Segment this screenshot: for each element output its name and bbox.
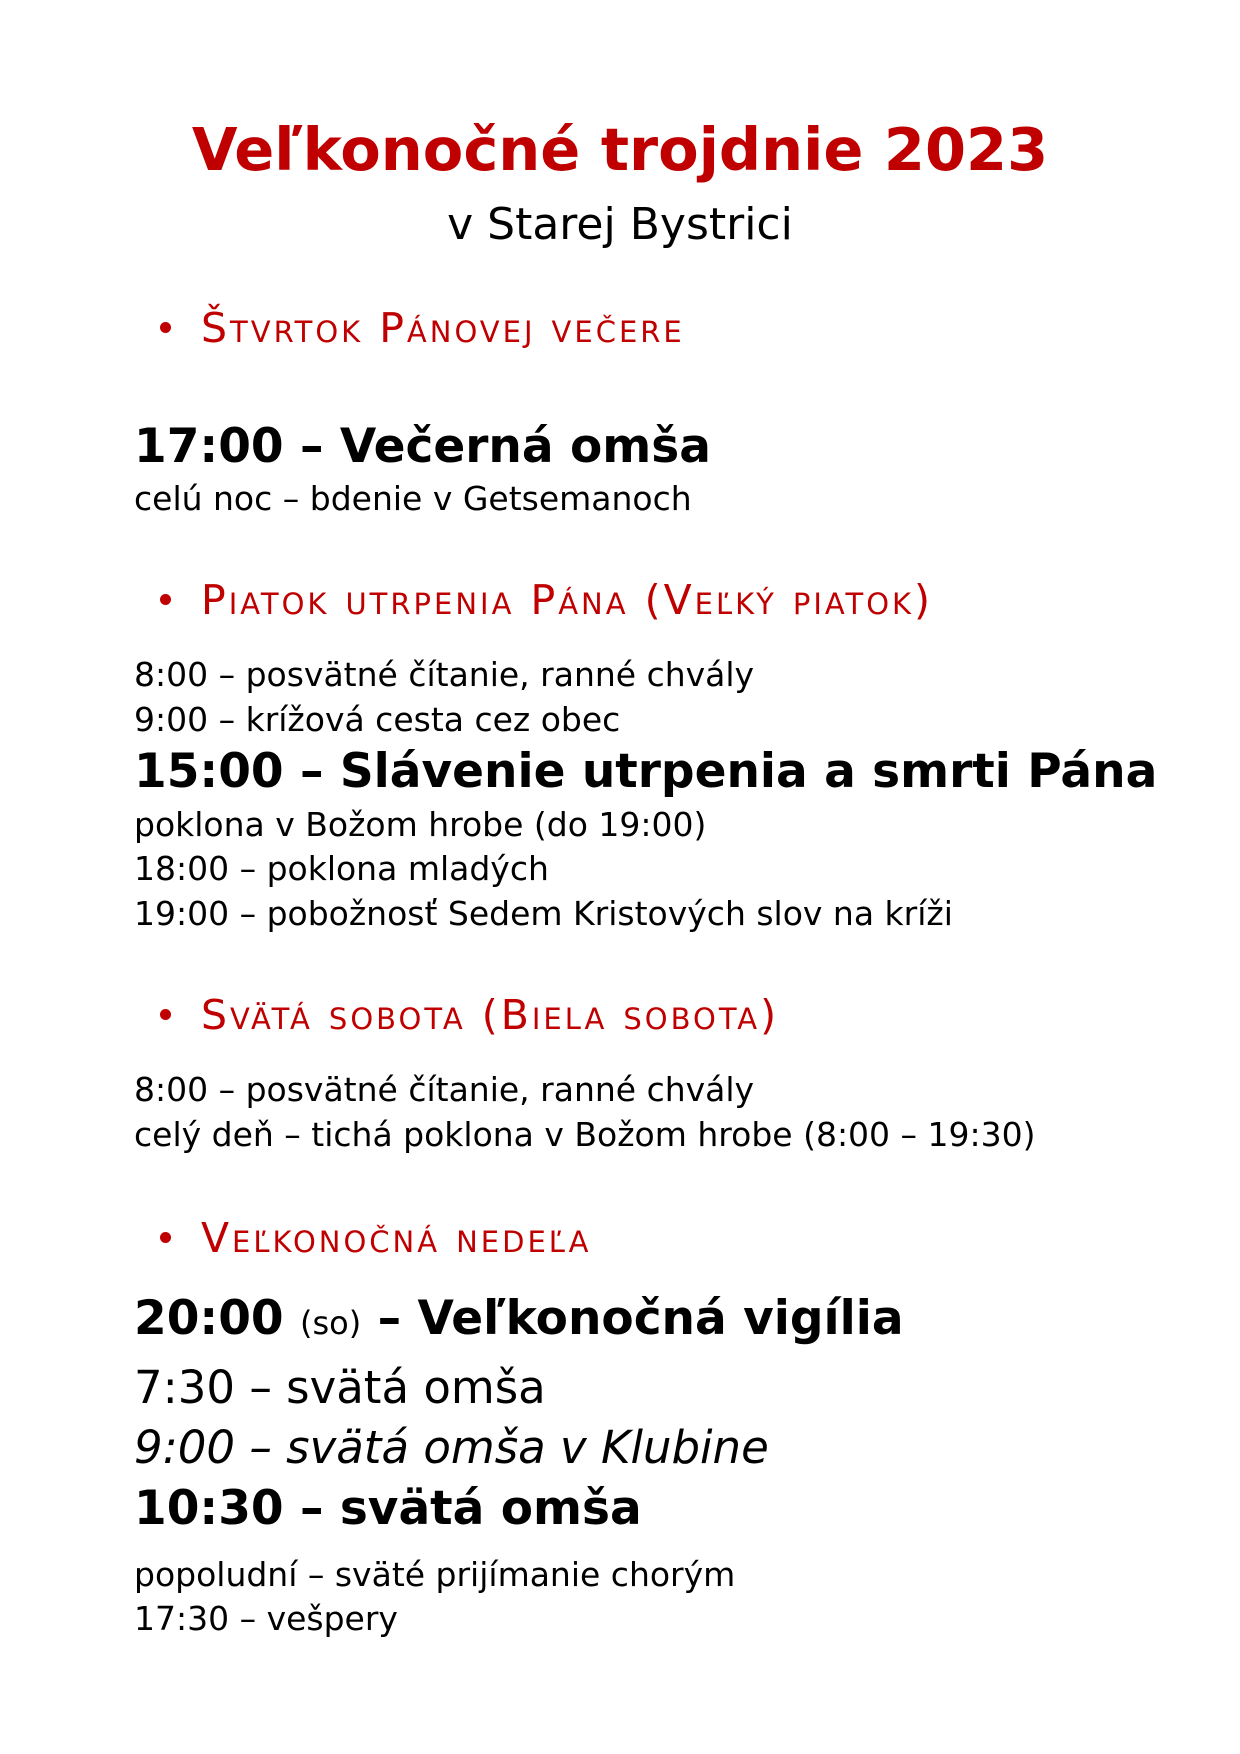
vigil-text: – Veľkonočná vigília: [377, 1291, 904, 1346]
section-heading-label: Svätá sobota (Biela sobota): [201, 991, 780, 1039]
schedule-item: 8:00 – posvätné čítanie, ranné chvály: [134, 1070, 755, 1109]
section-heading-label: Veľkonočná nedeľa: [201, 1214, 592, 1262]
schedule-item: celý deň – tichá poklona v Božom hrobe (8:00 – 19:30): [134, 1115, 1036, 1154]
section-heading-label: Piatok utrpenia Pána (Veľký piatok): [201, 576, 934, 624]
schedule-item: 17:30 – vešpery: [134, 1599, 398, 1638]
schedule-item: 17:00 – Večerná omša: [134, 419, 711, 474]
section-heading-sunday: [160, 1214, 592, 1262]
page-subtitle: v Starej Bystrici: [447, 199, 793, 250]
schedule-item: 19:00 – pobožnosť Sedem Kristových slov na kríži: [134, 894, 953, 933]
vigil-time: 20:00: [134, 1291, 284, 1346]
schedule-item: 7:30 – svätá omša: [134, 1361, 546, 1414]
schedule-item: 15:00 – Slávenie utrpenia a smrti Pána: [134, 744, 1158, 799]
vigil-item: [134, 1291, 904, 1346]
section-heading-saturday: [160, 991, 780, 1039]
bullet-icon: [160, 1232, 171, 1243]
schedule-item: 10:30 – svätá omša: [134, 1481, 642, 1536]
bullet-icon: [160, 1009, 171, 1020]
vigil-note: (so): [299, 1304, 362, 1342]
schedule-item: popoludní – sväté prijímanie chorým: [134, 1555, 736, 1594]
schedule-item: 18:00 – poklona mladých: [134, 849, 549, 888]
schedule-item: 9:00 – krížová cesta cez obec: [134, 700, 621, 739]
schedule-item: poklona v Božom hrobe (do 19:00): [134, 805, 707, 844]
schedule-item: celú noc – bdenie v Getsemanoch: [134, 479, 692, 518]
schedule-item: 9:00 – svätá omša v Klubine: [134, 1421, 769, 1474]
section-heading-thursday: [160, 304, 685, 352]
bullet-icon: [160, 322, 171, 333]
page-title: Veľkonočné trojdnie 2023: [191, 115, 1049, 184]
section-heading-label: Štvrtok Pánovej večere: [201, 304, 685, 352]
schedule-item: 8:00 – posvätné čítanie, ranné chvály: [134, 655, 755, 694]
bullet-icon: [160, 594, 171, 605]
section-heading-friday: [160, 576, 934, 624]
